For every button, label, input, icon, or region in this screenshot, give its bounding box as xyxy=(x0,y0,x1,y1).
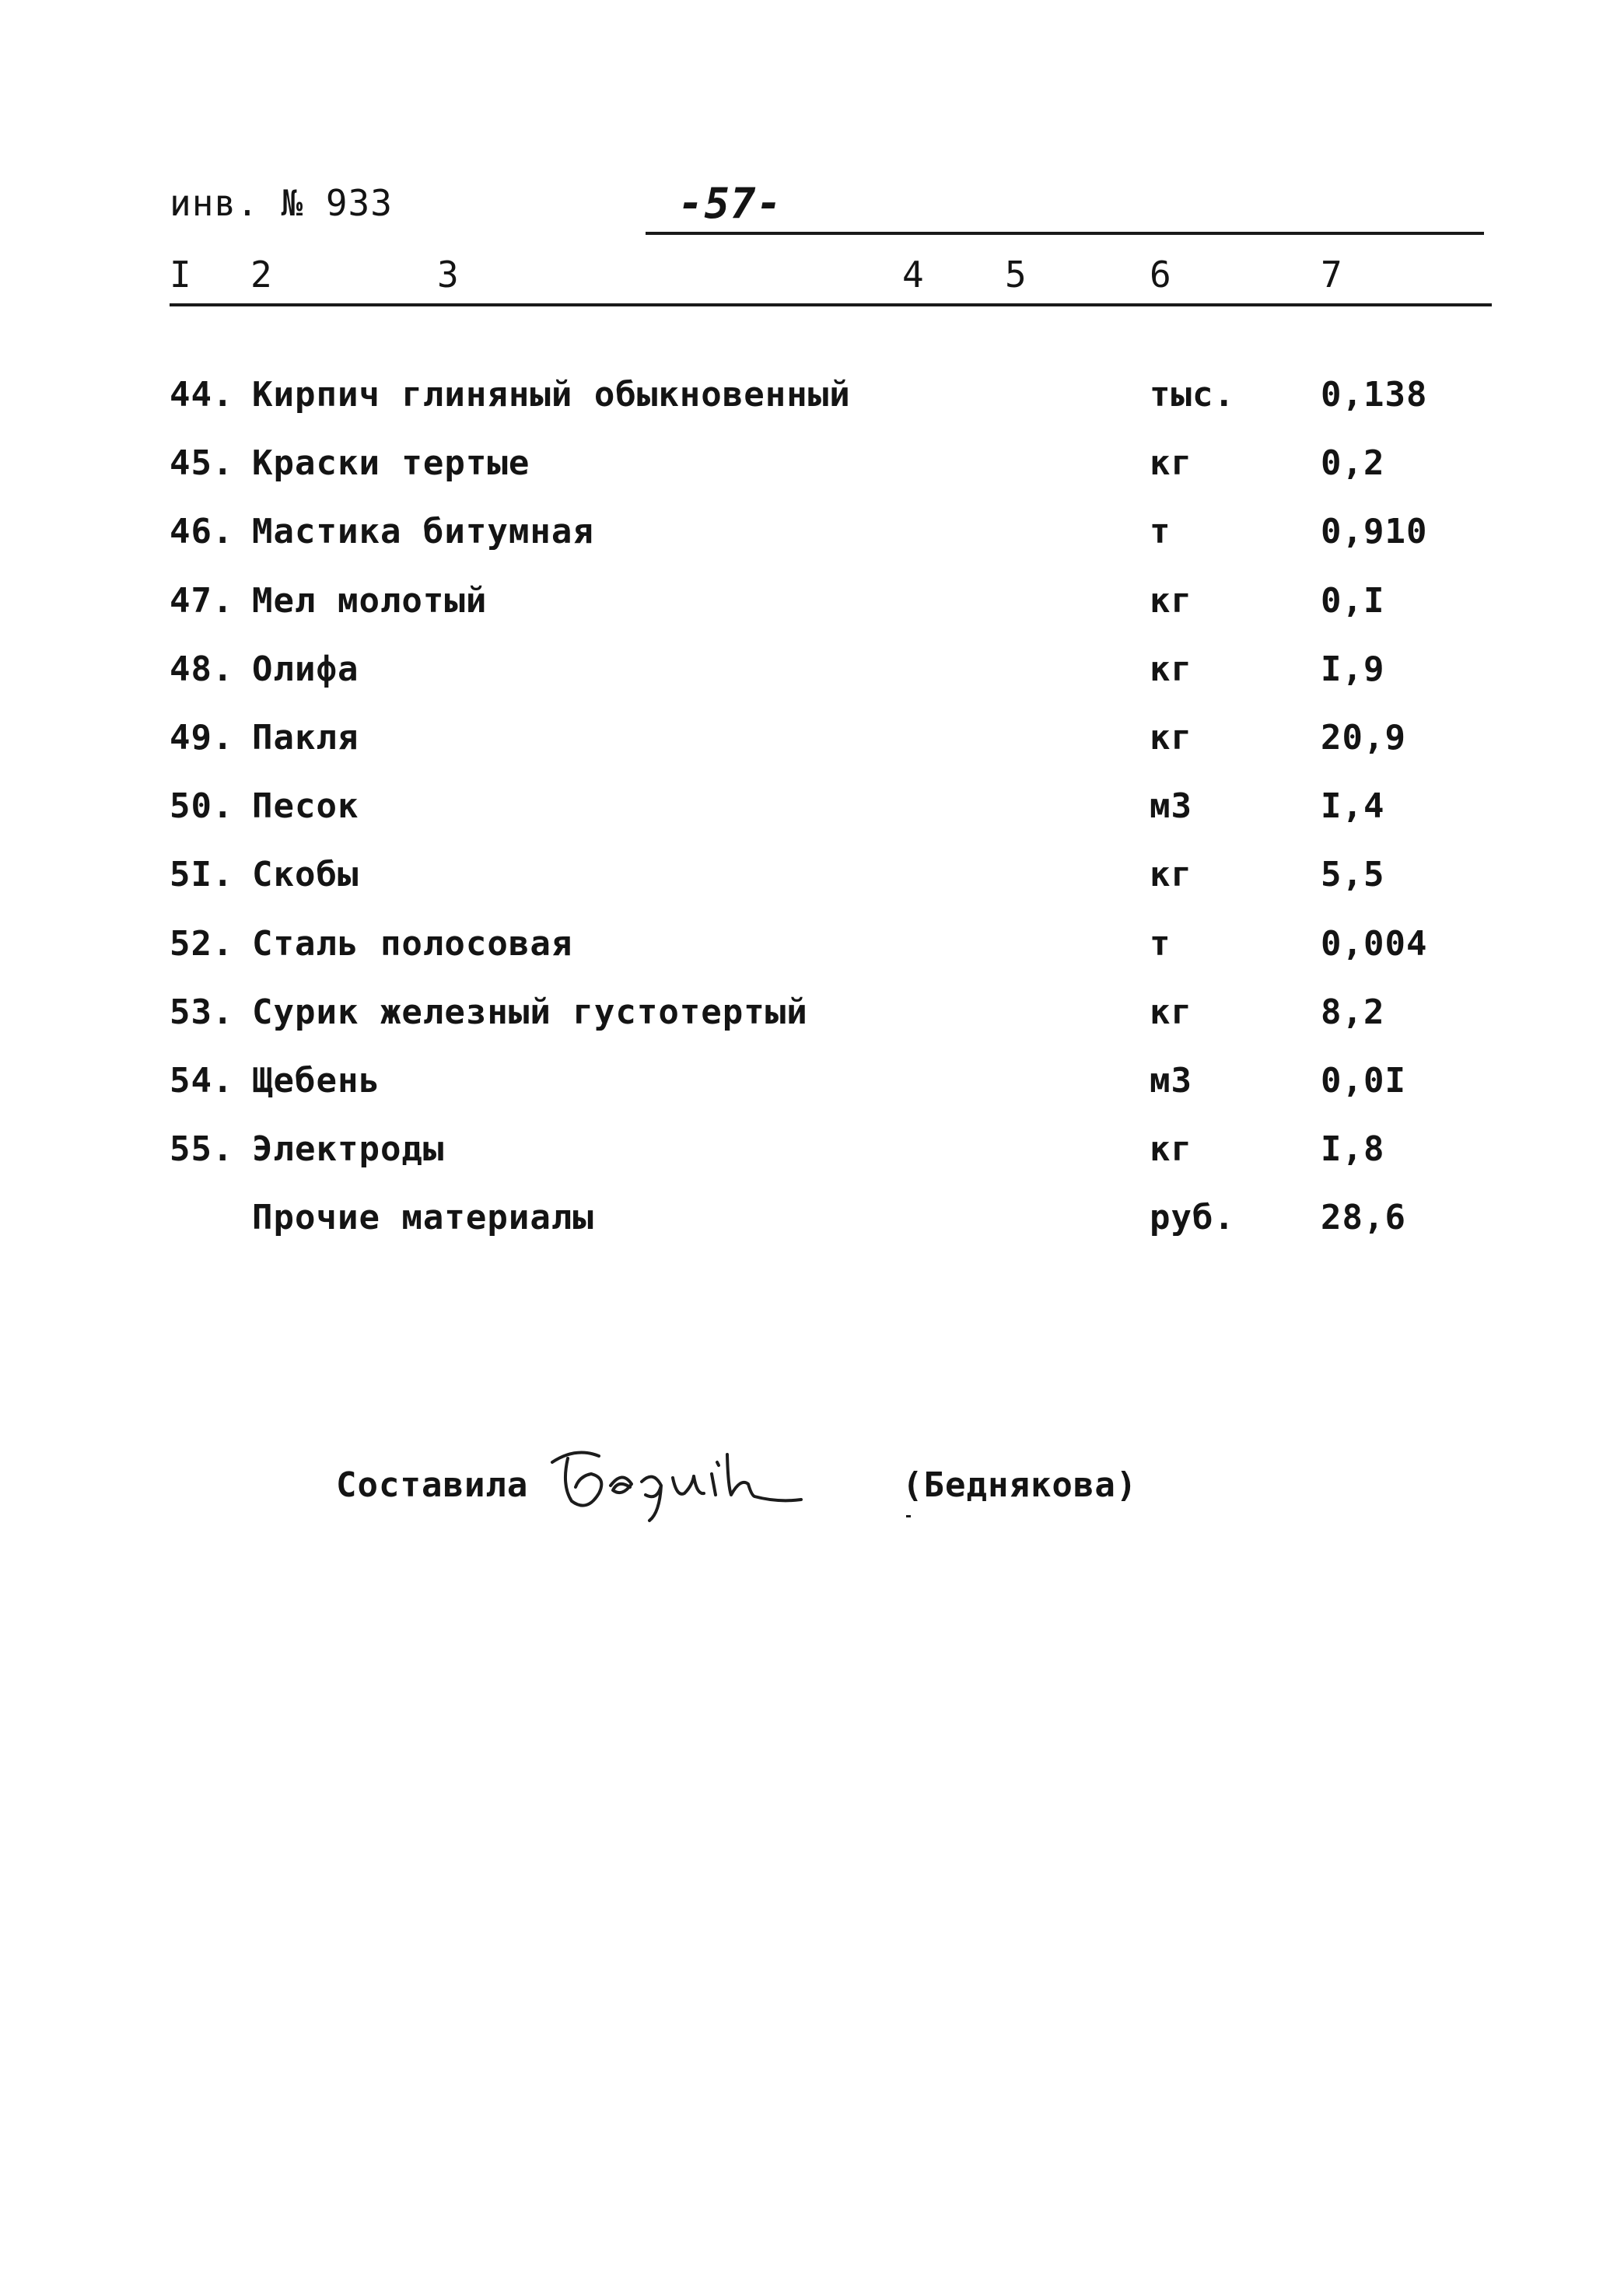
quantity: I,8 xyxy=(1321,1129,1385,1169)
row-number: 53. xyxy=(170,992,234,1032)
column-header-1: I xyxy=(170,254,192,296)
quantity: 5,5 xyxy=(1321,855,1385,894)
quantity: 0,I xyxy=(1321,581,1385,621)
material-name: Сталь полосовая xyxy=(252,924,573,964)
header-rule-top xyxy=(646,232,1484,235)
row-number: 47. xyxy=(170,581,234,621)
unit: т xyxy=(1150,924,1171,964)
header-rule-bottom xyxy=(170,303,1492,306)
quantity: I,9 xyxy=(1321,649,1385,689)
material-name: Кирпич глиняный обыкновенный xyxy=(252,375,851,415)
row-number: 49. xyxy=(170,718,234,758)
quantity: 0,910 xyxy=(1321,512,1428,551)
unit: кг xyxy=(1150,1129,1192,1169)
quantity: I,4 xyxy=(1321,786,1385,826)
unit: тыс. xyxy=(1150,375,1235,415)
row-number: 52. xyxy=(170,924,234,964)
quantity: 8,2 xyxy=(1321,992,1385,1032)
material-name: Песок xyxy=(252,786,359,826)
material-name: Сурик железный густотертый xyxy=(252,992,808,1032)
quantity: 28,6 xyxy=(1321,1198,1406,1237)
material-name: Скобы xyxy=(252,855,359,894)
underline-mark xyxy=(906,1515,911,1517)
row-number: 45. xyxy=(170,443,234,483)
material-name: Электроды xyxy=(252,1129,445,1169)
material-name: Мастика битумная xyxy=(252,512,594,551)
column-header-3: 3 xyxy=(437,254,460,296)
quantity: 0,004 xyxy=(1321,924,1428,964)
handwritten-signature xyxy=(544,1439,809,1532)
unit: кг xyxy=(1150,649,1192,689)
column-header-4: 4 xyxy=(902,254,925,296)
compiled-by-label: Составила xyxy=(336,1465,529,1505)
column-header-6: 6 xyxy=(1150,254,1172,296)
quantity: 20,9 xyxy=(1321,718,1406,758)
column-header-5: 5 xyxy=(1005,254,1027,296)
row-number: 50. xyxy=(170,786,234,826)
material-name: Пакля xyxy=(252,718,359,758)
row-number: 46. xyxy=(170,512,234,551)
unit: м3 xyxy=(1150,786,1192,826)
unit: м3 xyxy=(1150,1061,1192,1101)
inventory-number: инв. № 933 xyxy=(170,182,393,224)
unit: т xyxy=(1150,512,1171,551)
column-header-7: 7 xyxy=(1321,254,1343,296)
unit: кг xyxy=(1150,581,1192,621)
unit: кг xyxy=(1150,992,1192,1032)
page-number: -57- xyxy=(678,179,783,228)
row-number: 5I. xyxy=(170,855,234,894)
quantity: 0,0I xyxy=(1321,1061,1406,1101)
row-number: 55. xyxy=(170,1129,234,1169)
unit: кг xyxy=(1150,855,1192,894)
unit: руб. xyxy=(1150,1198,1235,1237)
material-name: Мел молотый xyxy=(252,581,488,621)
unit: кг xyxy=(1150,718,1192,758)
compiler-name: (Беднякова) xyxy=(902,1465,1138,1505)
material-name: Краски тертые xyxy=(252,443,530,483)
unit: кг xyxy=(1150,443,1192,483)
row-number: 54. xyxy=(170,1061,234,1101)
quantity: 0,138 xyxy=(1321,375,1428,415)
material-name: Щебень xyxy=(252,1061,380,1101)
row-number: 48. xyxy=(170,649,234,689)
column-header-2: 2 xyxy=(250,254,273,296)
quantity: 0,2 xyxy=(1321,443,1385,483)
material-name: Прочие материалы xyxy=(252,1198,594,1237)
row-number: 44. xyxy=(170,375,234,415)
material-name: Олифа xyxy=(252,649,359,689)
